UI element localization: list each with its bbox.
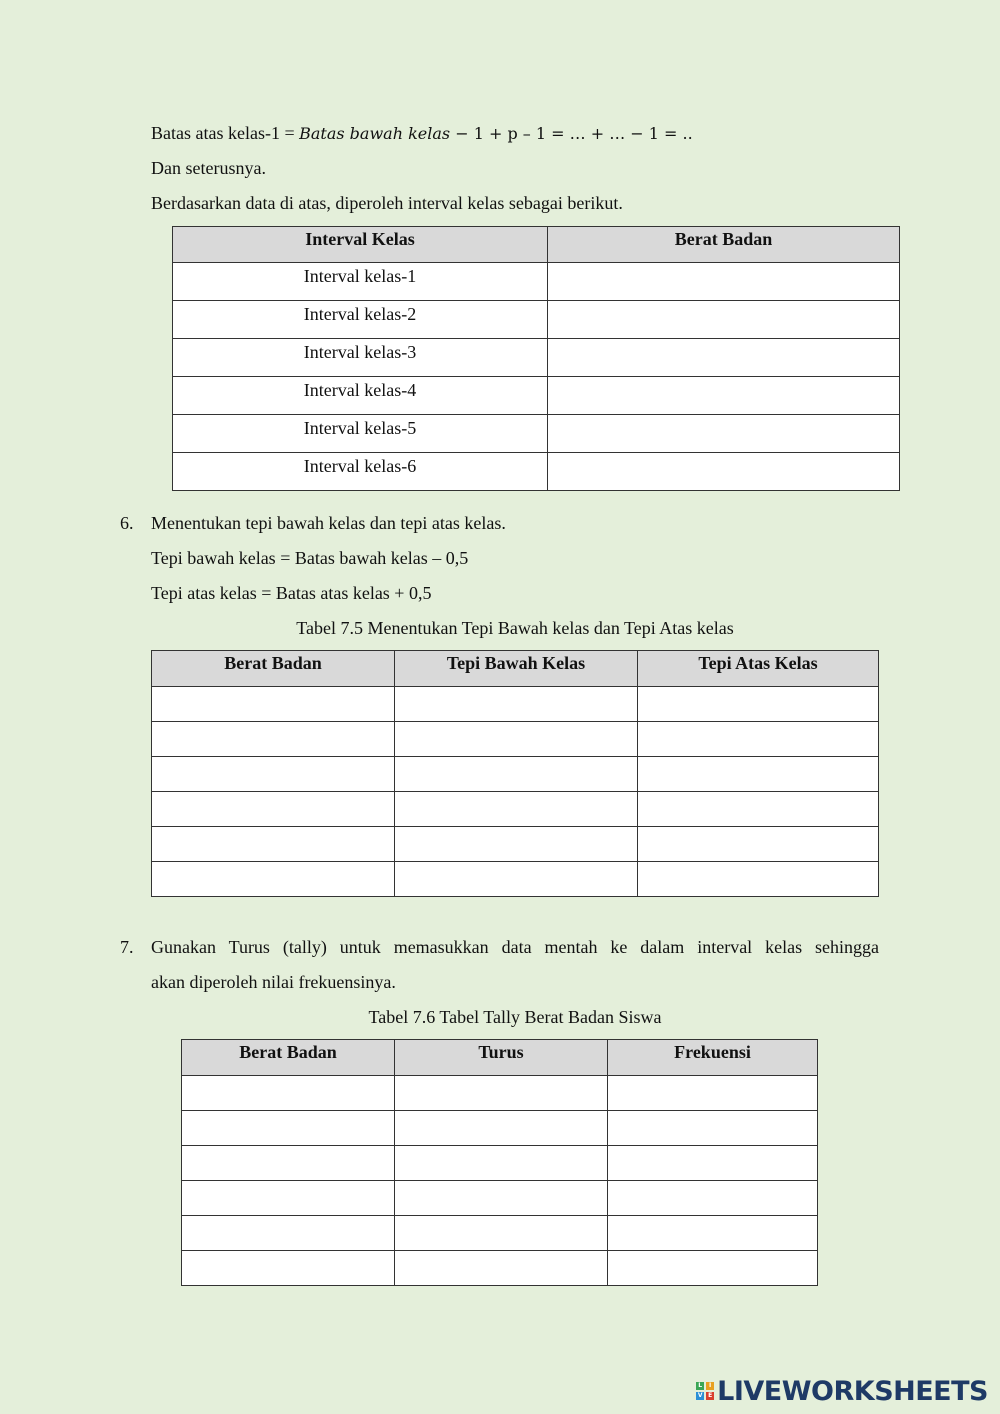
section6-title: Menentukan tepi bawah kelas dan tepi atas kelas.	[151, 513, 506, 533]
tepi-atas-input[interactable]	[638, 792, 879, 827]
tepi-bawah-input[interactable]	[395, 792, 638, 827]
turus-input[interactable]	[395, 1146, 608, 1181]
caption-table-7-5: Tabel 7.5 Menentukan Tepi Bawah kelas dan Tepi Atas kelas	[296, 618, 734, 638]
turus-input[interactable]	[395, 1251, 608, 1286]
tepi-atas-input[interactable]	[638, 757, 879, 792]
berat-badan-input[interactable]	[548, 339, 900, 377]
formula-rest: − 1 + p – 1 = … + … − 1 = ..	[450, 124, 693, 143]
interval-kelas-table	[172, 226, 900, 491]
section7-text-line1: Gunakan Turus (tally) untuk memasukkan data mentah ke dalam interval kelas sehingga	[151, 937, 879, 957]
turus-input[interactable]	[395, 1181, 608, 1216]
table-row	[152, 827, 879, 862]
text-interval-intro: Berdasarkan data di atas, diperoleh interval kelas sebagai berikut.	[151, 193, 623, 213]
header-frekuensi: Frekuensi	[608, 1040, 818, 1076]
table-row	[152, 757, 879, 792]
berat-badan-input[interactable]	[548, 453, 900, 491]
section7-text-line2: akan diperoleh nilai frekuensinya.	[151, 972, 396, 992]
header-interval-kelas: Interval Kelas	[173, 227, 548, 263]
item-number-7: 7.	[120, 937, 134, 957]
row-label: Interval kelas-4	[173, 377, 548, 415]
table-row	[173, 377, 900, 415]
table-row	[182, 1251, 818, 1286]
table-row	[182, 1076, 818, 1111]
row-label: Interval kelas-3	[173, 339, 548, 377]
turus-input[interactable]	[395, 1216, 608, 1251]
tepi-atas-input[interactable]	[638, 722, 879, 757]
berat-badan-input[interactable]	[182, 1181, 395, 1216]
table-header-row	[152, 651, 879, 687]
berat-badan-input[interactable]	[152, 792, 395, 827]
tepi-atas-input[interactable]	[638, 827, 879, 862]
berat-badan-input[interactable]	[548, 415, 900, 453]
tepi-atas-input[interactable]	[638, 862, 879, 897]
formula-tepi-bawah: Tepi bawah kelas = Batas bawah kelas – 0,5	[151, 548, 469, 568]
item-number-6: 6.	[120, 513, 134, 533]
berat-badan-input[interactable]	[182, 1251, 395, 1286]
table-row	[182, 1111, 818, 1146]
berat-badan-input[interactable]	[548, 263, 900, 301]
table-row	[152, 687, 879, 722]
table-row	[182, 1181, 818, 1216]
frekuensi-input[interactable]	[608, 1076, 818, 1111]
table-header-row	[182, 1040, 818, 1076]
table-row	[173, 415, 900, 453]
tepi-bawah-input[interactable]	[395, 862, 638, 897]
header-turus: Turus	[395, 1040, 608, 1076]
turus-input[interactable]	[395, 1111, 608, 1146]
logo-text: LIVEWORKSHEETS	[717, 1375, 988, 1407]
tepi-bawah-input[interactable]	[395, 827, 638, 862]
table-header-row	[173, 227, 900, 263]
header-tepi-bawah: Tepi Bawah Kelas	[395, 651, 638, 687]
tepi-kelas-table	[151, 650, 879, 897]
formula-batas-atas	[151, 122, 693, 145]
table-row	[152, 862, 879, 897]
tepi-atas-input[interactable]	[638, 687, 879, 722]
caption-table-7-6: Tabel 7.6 Tabel Tally Berat Badan Siswa	[368, 1007, 662, 1027]
liveworksheets-logo[interactable]	[696, 1376, 988, 1406]
header-berat-badan: Berat Badan	[548, 227, 900, 263]
tally-table	[181, 1039, 818, 1286]
formula-tepi-atas: Tepi atas kelas = Batas atas kelas + 0,5	[151, 583, 432, 603]
row-label: Interval kelas-1	[173, 263, 548, 301]
berat-badan-input[interactable]	[182, 1076, 395, 1111]
turus-input[interactable]	[395, 1076, 608, 1111]
berat-badan-input[interactable]	[152, 757, 395, 792]
berat-badan-input[interactable]	[182, 1216, 395, 1251]
berat-badan-input[interactable]	[152, 722, 395, 757]
tepi-bawah-input[interactable]	[395, 687, 638, 722]
table-row	[152, 722, 879, 757]
tepi-bawah-input[interactable]	[395, 722, 638, 757]
frekuensi-input[interactable]	[608, 1181, 818, 1216]
row-label: Interval kelas-6	[173, 453, 548, 491]
berat-badan-input[interactable]	[182, 1111, 395, 1146]
frekuensi-input[interactable]	[608, 1216, 818, 1251]
header-berat-badan: Berat Badan	[182, 1040, 395, 1076]
tepi-bawah-input[interactable]	[395, 757, 638, 792]
berat-badan-input[interactable]	[152, 862, 395, 897]
formula-prefix: Batas atas kelas-1 =	[151, 123, 300, 143]
table-row	[182, 1146, 818, 1181]
row-label: Interval kelas-5	[173, 415, 548, 453]
frekuensi-input[interactable]	[608, 1111, 818, 1146]
header-tepi-atas: Tepi Atas Kelas	[638, 651, 879, 687]
liveworksheets-logo-icon: L I V E	[697, 1382, 713, 1399]
frekuensi-input[interactable]	[608, 1146, 818, 1181]
berat-badan-input[interactable]	[152, 827, 395, 862]
berat-badan-input[interactable]	[152, 687, 395, 722]
header-berat-badan: Berat Badan	[152, 651, 395, 687]
berat-badan-input[interactable]	[182, 1146, 395, 1181]
table-row	[182, 1216, 818, 1251]
table-row	[173, 453, 900, 491]
table-row	[173, 263, 900, 301]
table-row	[173, 301, 900, 339]
frekuensi-input[interactable]	[608, 1251, 818, 1286]
row-label: Interval kelas-2	[173, 301, 548, 339]
berat-badan-input[interactable]	[548, 377, 900, 415]
berat-badan-input[interactable]	[548, 301, 900, 339]
table-row	[173, 339, 900, 377]
table-row	[152, 792, 879, 827]
text-dan-seterusnya: Dan seterusnya.	[151, 158, 266, 178]
formula-math: Batas bawah kelas	[299, 124, 451, 143]
